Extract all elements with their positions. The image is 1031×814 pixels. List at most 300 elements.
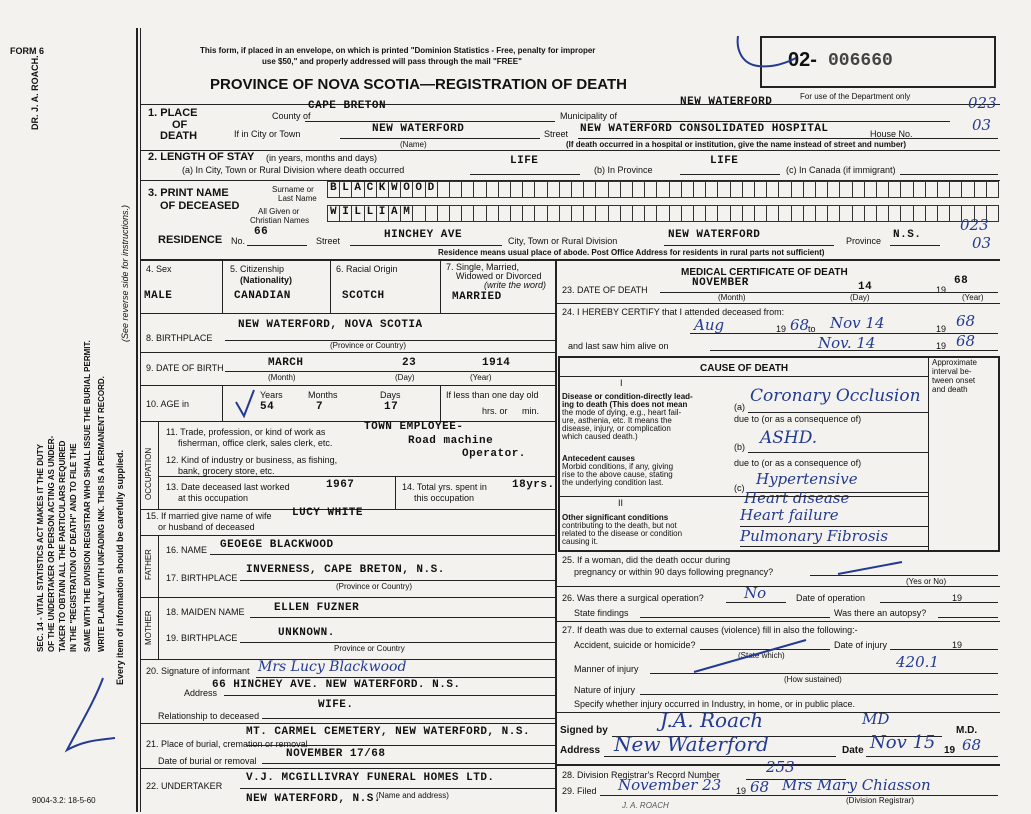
citizenship-sub: (Nationality) — [240, 275, 293, 285]
disease-label-3: the mode of dying, e.g., heart fail- — [562, 408, 682, 417]
physician-title: MD — [862, 710, 890, 728]
letter-box — [742, 181, 755, 198]
letter-box — [913, 181, 926, 198]
age-months: 7 — [316, 401, 324, 413]
occupation-11-label-2: fisherman, office clerk, sales clerk, etc. — [178, 438, 333, 448]
county-label: County of — [272, 111, 311, 121]
name-letter: L — [342, 182, 349, 194]
letter-box — [486, 205, 499, 222]
sex-value: MALE — [144, 290, 173, 302]
letter-box — [583, 181, 596, 198]
filed-year: 68 — [750, 778, 770, 796]
letter-box — [534, 181, 547, 198]
residence-code-2: 03 — [972, 234, 992, 252]
name-letter: I — [378, 206, 386, 218]
stay-canada-label: (c) In Canada (if immigrant) — [786, 165, 896, 175]
bottom-stamp: J. A. ROACH — [622, 801, 669, 810]
disease-label-2: ing to death (This does not mean — [562, 400, 688, 409]
letter-box — [681, 205, 694, 222]
dob-day: 23 — [402, 357, 417, 369]
marital-label-3: (write the word) — [484, 280, 547, 290]
name-letter: W — [330, 206, 337, 218]
father-birthplace-label: 17. BIRTHPLACE — [166, 573, 238, 583]
letter-box — [425, 205, 438, 222]
letter-box — [766, 205, 779, 222]
form-number: FORM 6 — [10, 46, 45, 56]
antecedent-label-4: the underlying condition last. — [562, 478, 664, 487]
disease-label-5: disease, injury, or complication — [562, 424, 671, 433]
injury-date-label: Date of injury — [834, 640, 888, 650]
vital-stats-line4: IN THE "REGISTRATION OF DEATH" AND TO FILE THE — [69, 443, 78, 652]
letter-box — [730, 181, 743, 198]
initial-mark — [55, 670, 125, 760]
occupation-12-label-1: 12. Kind of industry or business, as fishing, — [166, 455, 338, 465]
vital-stats-line3: TAKER TO OBTAIN ALL THE PARTICULARS REQUIRED — [58, 440, 67, 652]
letter-box — [547, 181, 560, 198]
dob-month-sub: (Month) — [268, 373, 296, 382]
given-name-letter-boxes — [327, 205, 997, 222]
sex-label: 4. Sex — [146, 264, 172, 274]
mother-birthplace-sub: Province or Country — [334, 644, 405, 653]
letter-box — [473, 205, 486, 222]
mail-notice-2: use $50," and properly addressed will pass through the mail "FREE" — [262, 57, 522, 66]
death-month: NOVEMBER — [692, 277, 749, 289]
undertaker-sub: (Name and address) — [376, 791, 449, 800]
attended-from-month: Aug — [694, 316, 725, 334]
length-of-stay-sub: (in years, months and days) — [266, 153, 378, 163]
racial-origin-label: 6. Racial Origin — [336, 264, 398, 274]
place-label-death: DEATH — [160, 130, 198, 142]
burial-place-value: MT. CARMEL CEMETERY, NEW WATERFORD, N.S. — [246, 726, 531, 738]
letter-box — [949, 181, 962, 198]
city-value: NEW WATERFORD — [372, 123, 465, 135]
trade-value-2: Road machine — [408, 435, 494, 447]
other-condition-1: Heart failure — [740, 506, 839, 524]
letter-box — [498, 181, 511, 198]
letter-box — [522, 205, 535, 222]
cause-a-marker: (a) — [734, 402, 745, 412]
letter-box — [730, 205, 743, 222]
hospital-note: (If death occurred in a hospital or institution, give the name instead of street and number) — [566, 140, 907, 149]
death-month-sub: (Month) — [718, 293, 746, 302]
birthplace-sub: (Province or Country) — [330, 341, 407, 350]
physician-stamp: DR. J. A. ROACH. — [30, 55, 40, 130]
mother-name-value: ELLEN FUZNER — [274, 602, 360, 614]
approx-interval-4: and death — [932, 385, 968, 394]
approx-interval-3: tween onset — [932, 376, 976, 385]
operation-year-prefix: 19 — [952, 593, 963, 603]
name-letter: A — [354, 182, 361, 194]
father-name-value: GEOEGE BLACKWOOD — [220, 539, 334, 551]
residence-street: HINCHEY AVE — [384, 229, 463, 241]
certify-label: 24. I HEREBY CERTIFY that I attended deceased from: — [562, 307, 785, 317]
informant-signature: Mrs Lucy Blackwood — [258, 659, 407, 675]
letter-box — [852, 205, 865, 222]
letter-box — [803, 181, 816, 198]
letter-box — [644, 205, 657, 222]
letter-box — [839, 205, 852, 222]
vital-stats-line1: SEC. 14 - VITAL STATISTICS ACT MAKES IT THE DUTY — [36, 443, 45, 652]
place-code-1: 023 — [968, 94, 997, 112]
spouse-value: LUCY WHITE — [292, 507, 364, 519]
accident-label: Accident, suicide or homicide? — [574, 640, 696, 650]
street-label: Street — [544, 129, 569, 139]
autopsy-label: Was there an autopsy? — [834, 608, 927, 618]
dob-label: 9. DATE OF BIRTH — [146, 363, 224, 373]
relationship-label: Relationship to deceased — [158, 711, 260, 721]
letter-box — [498, 205, 511, 222]
registrar-signature: Mrs Mary Chiasson — [782, 776, 931, 794]
death-day: 14 — [858, 281, 873, 293]
letter-box — [412, 205, 425, 222]
relationship-value: WIFE. — [318, 699, 354, 711]
vital-stats-line6: WRITE PLAINLY WITH UNFADING INK. THIS IS A PERMANENT RECORD. — [97, 376, 106, 652]
name-letter: D — [427, 182, 435, 194]
part-2-label: II — [618, 498, 624, 508]
pregnancy-label-2: pregnancy or within 90 days following pregnancy? — [574, 567, 774, 577]
letter-box — [888, 205, 901, 222]
death-year-prefix: 19 — [936, 285, 947, 295]
letter-box — [986, 181, 999, 198]
death-date-label: 23. DATE OF DEATH — [562, 285, 648, 295]
operation-date-label: Date of operation — [796, 593, 866, 603]
due-to-label-1: due to (or as a consequence of) — [734, 414, 862, 424]
mother-birthplace-label: 19. BIRTHPLACE — [166, 633, 238, 643]
stay-province-label: (b) In Province — [594, 165, 653, 175]
city-label: If in City or Town — [234, 129, 301, 139]
age-label: 10. AGE in — [146, 399, 190, 409]
residence-note: Residence means usual place of abode. Post Office Address for residents in rural parts not sufficient) — [438, 248, 825, 257]
name-letter: C — [366, 182, 374, 194]
record-number-label: 28. Division Registrar's Record Number — [562, 770, 720, 780]
cause-of-death-title: CAUSE OF DEATH — [700, 363, 789, 374]
registration-number: 006660 — [828, 51, 893, 71]
physician-address-label: Address — [560, 745, 601, 756]
place-label-of: OF — [172, 119, 188, 131]
letter-box — [644, 181, 657, 198]
citizenship-value: CANADIAN — [234, 290, 291, 302]
frame-left-border — [136, 28, 138, 812]
how-sustained-sub: (How sustained) — [784, 675, 842, 684]
print-code: 9004-3.2: 18-5-60 — [32, 796, 96, 805]
attended-to-label: to — [808, 324, 816, 334]
antecedent-label-3: rise to the above cause, stating — [562, 470, 673, 479]
disease-label-6: which caused death.) — [562, 432, 638, 441]
sign-year: 68 — [962, 736, 982, 754]
letter-box — [925, 205, 938, 222]
age-years: 54 — [260, 401, 275, 413]
letter-box — [900, 181, 913, 198]
letter-box — [486, 181, 499, 198]
letter-box — [974, 181, 987, 198]
letter-box — [827, 181, 840, 198]
cause-a-value: Coronary Occlusion — [750, 386, 921, 406]
letter-box — [620, 181, 633, 198]
letter-box — [766, 181, 779, 198]
attended-from-year: 68 — [790, 316, 810, 334]
last-saw-label: and last saw him alive on — [568, 341, 669, 351]
undertaker-address: NEW WATERFORD, N.S. — [246, 793, 381, 805]
residence-city: NEW WATERFORD — [668, 229, 761, 241]
stay-province-value: LIFE — [710, 155, 739, 167]
instructions-note: (See reverse side for instructions.) — [120, 204, 130, 342]
manner-label: Manner of injury — [574, 664, 639, 674]
physician-address: New Waterford — [614, 732, 769, 756]
letter-box — [803, 205, 816, 222]
letter-box — [888, 181, 901, 198]
years-spent-label-2: this occupation — [414, 493, 475, 503]
letter-box — [681, 181, 694, 198]
less-than-day-label: If less than one day old — [446, 390, 539, 400]
print-name-label: 3. PRINT NAME — [148, 187, 229, 199]
birthplace-value: NEW WATERFORD, NOVA SCOTIA — [238, 319, 423, 331]
hours-label: hrs. or — [482, 406, 508, 416]
racial-origin-value: SCOTCH — [342, 290, 385, 302]
occupation-side-label: OCCUPATION — [144, 447, 153, 500]
approx-interval-2: interval be- — [932, 367, 972, 376]
cause-b-value: ASHD. — [760, 428, 818, 448]
name-letter: O — [403, 182, 410, 194]
undertaker-value: V.J. MCGILLIVRAY FUNERAL HOMES LTD. — [246, 772, 495, 784]
other-condition-2: Pulmonary Fibrosis — [740, 527, 889, 545]
attended-from-year-prefix: 19 — [776, 324, 787, 334]
letter-box — [534, 205, 547, 222]
given-label-2: Christian Names — [250, 216, 310, 225]
years-spent-label-1: 14. Total yrs. spent in — [402, 482, 487, 492]
antecedent-label-2: Morbid conditions, if any, giving — [562, 462, 674, 471]
house-no-label: House No. — [870, 129, 913, 139]
antecedent-label-1: Antecedent causes — [562, 454, 635, 463]
surname-label-1: Surname or — [272, 185, 314, 194]
attended-to-year-prefix: 19 — [936, 324, 947, 334]
cause-b-marker: (b) — [734, 442, 745, 452]
letter-box — [437, 205, 450, 222]
stay-city-label: (a) In City, Town or Rural Division where death occurred — [182, 165, 405, 175]
dob-day-sub: (Day) — [395, 373, 415, 382]
surgery-value: No — [744, 584, 767, 602]
father-side-label: FATHER — [144, 549, 153, 580]
municipality-label: Municipality of — [560, 111, 618, 121]
manner-dash-mark — [690, 636, 810, 676]
last-saw-year: 68 — [956, 332, 976, 350]
name-letter: L — [366, 206, 374, 218]
letter-box — [595, 181, 608, 198]
filed-label: 29. Filed — [562, 786, 597, 796]
of-deceased-label: OF DECEASED — [160, 200, 240, 212]
residence-province: N.S. — [893, 229, 922, 241]
injury-year-prefix: 19 — [952, 640, 963, 650]
spouse-label-1: 15. If married give name of wife — [146, 511, 272, 521]
age-check-mark — [232, 388, 262, 420]
signed-by-label: Signed by — [560, 725, 608, 736]
last-worked-label-2: at this occupation — [178, 493, 249, 503]
residence-street-label: Street — [316, 236, 341, 246]
letter-box — [791, 181, 804, 198]
letter-box — [669, 205, 682, 222]
nature-label: Nature of injury — [574, 685, 636, 695]
name-letter: A — [391, 206, 398, 218]
occupation-11-label-1: 11. Trade, profession, or kind of work as — [166, 427, 326, 437]
spouse-label-2: or husband of deceased — [158, 522, 255, 532]
name-letter: O — [415, 182, 422, 194]
letter-box — [608, 181, 621, 198]
given-label-1: All Given or — [258, 207, 300, 216]
letter-box — [461, 205, 474, 222]
letter-box — [705, 205, 718, 222]
surname-label-2: Last Name — [278, 194, 317, 203]
other-conditions-label-1: Other significant conditions — [562, 513, 669, 522]
letter-box — [913, 205, 926, 222]
name-letter: M — [403, 206, 410, 218]
department-use-label: For use of the Department only — [800, 92, 911, 101]
age-days: 17 — [384, 401, 399, 413]
mail-notice-1: This form, if placed in an envelope, on which is printed "Dominion Statistics - Free, penalty for improper — [200, 46, 596, 55]
vital-stats-line2: OF THE UNDERTAKER OR PERSON ACTING AS UNDER- — [47, 435, 56, 652]
letter-box — [778, 205, 791, 222]
md-label: M.D. — [956, 725, 978, 736]
part-1-label: I — [620, 378, 623, 388]
letter-box — [717, 181, 730, 198]
letter-box — [778, 181, 791, 198]
father-name-label: 16. NAME — [166, 545, 208, 555]
letter-box — [742, 205, 755, 222]
letter-box — [559, 181, 572, 198]
registration-prefix: 02- — [788, 49, 817, 71]
residence-code-1: 023 — [960, 216, 989, 234]
other-conditions-label-4: causing it. — [562, 537, 599, 546]
pregnancy-dash-mark — [836, 556, 906, 578]
hospital-value: NEW WATERFORD CONSOLIDATED HOSPITAL — [580, 123, 829, 135]
last-worked-label-1: 13. Date deceased last worked — [166, 482, 290, 492]
approx-interval-1: Approximate — [932, 358, 977, 367]
sign-date-label: Date — [842, 745, 864, 756]
municipality-value: NEW WATERFORD — [680, 96, 773, 108]
age-years-label: Years — [260, 390, 283, 400]
registration-check-mark — [728, 30, 798, 75]
letter-box — [461, 181, 474, 198]
letter-box — [437, 181, 450, 198]
letter-box — [852, 181, 865, 198]
pregnancy-label-1: 25. If a woman, did the death occur during — [562, 555, 731, 565]
last-worked-value: 1967 — [326, 479, 355, 491]
minutes-label: min. — [522, 406, 540, 416]
trade-value-1: TOWN EMPLOYEE- — [364, 421, 464, 433]
birthplace-label: 8. BIRTHPLACE — [146, 333, 213, 343]
residence-city-label: City, Town or Rural Division — [508, 236, 618, 246]
death-year-sub: (Year) — [962, 293, 984, 302]
letter-box — [900, 205, 913, 222]
father-birthplace-value: INVERNESS, CAPE BRETON, N.S. — [246, 564, 445, 576]
letter-box — [717, 205, 730, 222]
burial-place-label: 21. Place of burial, cremation or removal — [146, 739, 308, 749]
mother-side-label: MOTHER — [144, 610, 153, 645]
last-saw-year-prefix: 19 — [936, 341, 947, 351]
dob-month: MARCH — [268, 357, 304, 369]
marital-label-2: Widowed or Divorced — [456, 271, 542, 281]
cause-c-value-2: Heart disease — [744, 489, 850, 507]
place-code-2: 03 — [972, 116, 992, 134]
letter-box — [864, 181, 877, 198]
letter-box — [608, 205, 621, 222]
letter-box — [656, 181, 669, 198]
letter-box — [522, 181, 535, 198]
stay-city-value: LIFE — [510, 155, 539, 167]
burial-date-value: NOVEMBER 17/68 — [286, 748, 386, 760]
frame-inner-border — [140, 28, 141, 812]
letter-box — [791, 205, 804, 222]
letter-box — [547, 205, 560, 222]
name-letter: I — [342, 206, 349, 218]
external-causes-label: 27. If death was due to external causes (violence) fill in also the following:- — [562, 625, 858, 635]
careful-note: Every item of information should be carefully supplied. — [115, 449, 125, 685]
vital-stats-line5: SAME WITH THE DIVISION REGISTRAR WHO SHALL ISSUE THE BURIAL PERMIT. — [83, 340, 92, 652]
dob-year: 1914 — [482, 357, 511, 369]
name-sub-label: (Name) — [400, 140, 427, 149]
dob-year-sub: (Year) — [470, 373, 492, 382]
specify-label: Specify whether injury occurred in Industry, in home, or in public place. — [574, 699, 855, 709]
death-year: 68 — [954, 275, 969, 287]
trade-value-3: Operator. — [462, 448, 526, 460]
marital-label-1: 7. Single, Married, — [446, 262, 520, 272]
age-months-label: Months — [308, 390, 338, 400]
surname-letter-boxes — [327, 181, 997, 198]
letter-box — [473, 181, 486, 198]
letter-box — [839, 181, 852, 198]
informant-address-value: 66 HINCHEY AVE. NEW WATERFORD. N.S. — [212, 679, 461, 691]
residence-no: 66 — [254, 226, 269, 238]
state-findings-label: State findings — [574, 608, 629, 618]
letter-box — [656, 205, 669, 222]
letter-box — [595, 205, 608, 222]
length-of-stay-label: 2. LENGTH OF STAY — [148, 151, 255, 163]
name-letter: K — [378, 182, 386, 194]
physician-signature: J.A. Roach — [660, 708, 764, 732]
surgery-label: 26. Was there a surgical operation? — [562, 593, 704, 603]
disease-label-1: Disease or condition-directly lead- — [562, 392, 693, 401]
residence-province-label: Province — [846, 236, 882, 246]
form-title: PROVINCE OF NOVA SCOTIA—REGISTRATION OF DEATH — [210, 76, 627, 93]
informant-address-label: Address — [184, 688, 218, 698]
citizenship-label: 5. Citizenship — [230, 264, 285, 274]
yes-no-sub: (Yes or No) — [906, 577, 947, 586]
name-letter: L — [354, 206, 361, 218]
letter-box — [583, 205, 596, 222]
last-saw-date: Nov. 14 — [818, 334, 876, 352]
attended-to-year: 68 — [956, 312, 976, 330]
record-number: 253 — [766, 758, 795, 776]
mother-birthplace-value: UNKNOWN. — [278, 627, 335, 639]
letter-box — [620, 205, 633, 222]
letter-box — [925, 181, 938, 198]
burial-date-label: Date of burial or removal — [158, 756, 257, 766]
column-divider — [555, 259, 557, 812]
registrar-sub: (Division Registrar) — [846, 796, 915, 805]
attended-to-date: Nov 14 — [830, 314, 885, 332]
cause-c-value: Hypertensive — [756, 470, 858, 488]
father-birthplace-sub: (Province or Country) — [336, 582, 413, 591]
name-letter: B — [330, 182, 337, 194]
letter-box — [669, 181, 682, 198]
residence-label: RESIDENCE — [158, 234, 223, 246]
other-conditions-label-2: contributing to the death, but not — [562, 521, 677, 530]
letter-box — [559, 205, 572, 222]
place-label: 1. PLACE — [148, 107, 198, 119]
letter-box — [864, 205, 877, 222]
filed-year-prefix: 19 — [736, 786, 747, 796]
county-value: CAPE BRETON — [308, 100, 387, 112]
letter-box — [827, 205, 840, 222]
age-days-label: Days — [380, 390, 401, 400]
